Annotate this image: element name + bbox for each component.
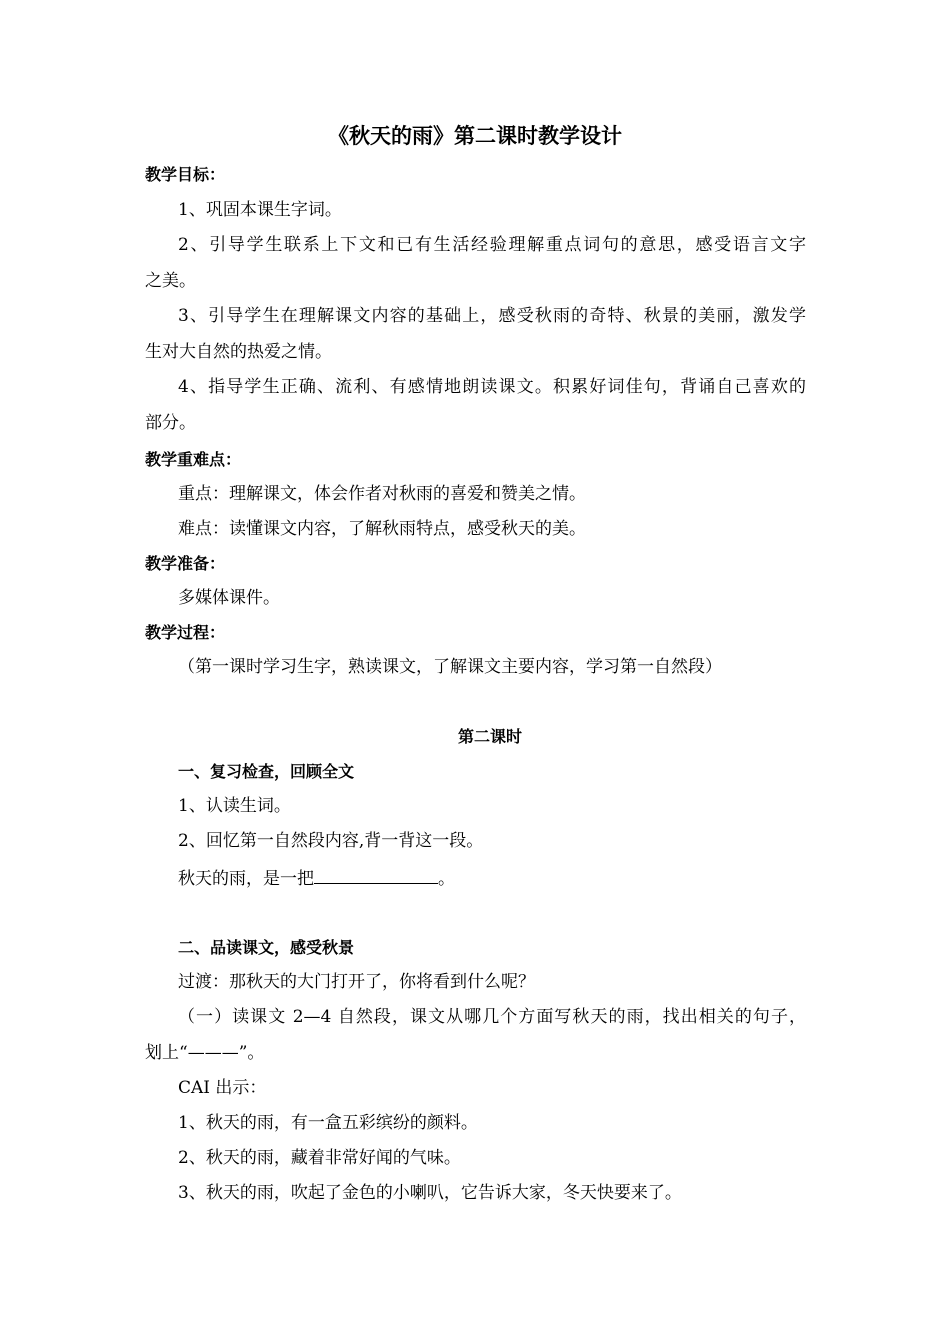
part1-item2: 2、回忆第一自然段内容,背一背这一段。 bbox=[178, 831, 484, 851]
key-points-heading: 教学重难点： bbox=[145, 450, 242, 469]
objective-3-line1: 3、引导学生在理解课文内容的基础上，感受秋雨的奇特、秋景的美丽，激发学 bbox=[178, 306, 806, 326]
process-heading: 教学过程： bbox=[145, 623, 226, 642]
part2-transition: 过渡：那秋天的大门打开了，你将看到什么呢？ bbox=[178, 972, 535, 992]
process-note: （第一课时学习生字，熟读课文，了解课文主要内容，学习第一自然段） bbox=[178, 657, 722, 677]
objective-4-line2: 部分。 bbox=[145, 413, 196, 433]
part2-task-line2: 划上“———”。 bbox=[145, 1043, 265, 1063]
part2-heading: 二、品读课文，感受秋景 bbox=[178, 938, 355, 957]
preparation-heading: 教学准备： bbox=[145, 554, 226, 573]
objective-1: 1、巩固本课生字词。 bbox=[178, 200, 342, 220]
document-title: 《秋天的雨》第二课时教学设计 bbox=[328, 124, 622, 148]
sentence-3: 3、秋天的雨，吹起了金色的小喇叭，它告诉大家，冬天快要来了。 bbox=[178, 1183, 682, 1203]
part1-item1: 1、认读生词。 bbox=[178, 796, 291, 816]
key-point: 重点：理解课文，体会作者对秋雨的喜爱和赞美之情。 bbox=[178, 484, 586, 504]
fill-suffix: 。 bbox=[438, 869, 455, 889]
preparation-text: 多媒体课件。 bbox=[178, 588, 280, 608]
objective-3-line2: 生对大自然的热爱之情。 bbox=[145, 342, 332, 362]
objectives-heading: 教学目标： bbox=[145, 165, 226, 184]
part1-heading: 一、复习检查，回顾全文 bbox=[178, 762, 355, 781]
fill-blank bbox=[314, 865, 438, 884]
difficult-point: 难点：读懂课文内容，了解秋雨特点，感受秋天的美。 bbox=[178, 519, 586, 539]
sentence-2: 2、秋天的雨，藏着非常好闻的气味。 bbox=[178, 1148, 461, 1168]
lesson2-heading: 第二课时 bbox=[457, 727, 522, 746]
part2-task-line1: （一）读课文 2—4 自然段，课文从哪几个方面写秋天的雨，找出相关的句子， bbox=[178, 1007, 806, 1027]
sentence-1: 1、秋天的雨，有一盒五彩缤纷的颜料。 bbox=[178, 1113, 478, 1133]
objective-2-line1: 2、引导学生联系上下文和已有生活经验理解重点词句的意思，感受语言文字 bbox=[178, 235, 806, 255]
objective-4-line1: 4、指导学生正确、流利、有感情地朗读课文。积累好词佳句，背诵自己喜欢的 bbox=[178, 377, 806, 397]
cai-label: CAI 出示： bbox=[178, 1078, 267, 1098]
fill-in-blank-line bbox=[178, 865, 455, 891]
objective-2-line2: 之美。 bbox=[145, 271, 196, 291]
fill-prefix: 秋天的雨，是一把 bbox=[178, 869, 314, 889]
